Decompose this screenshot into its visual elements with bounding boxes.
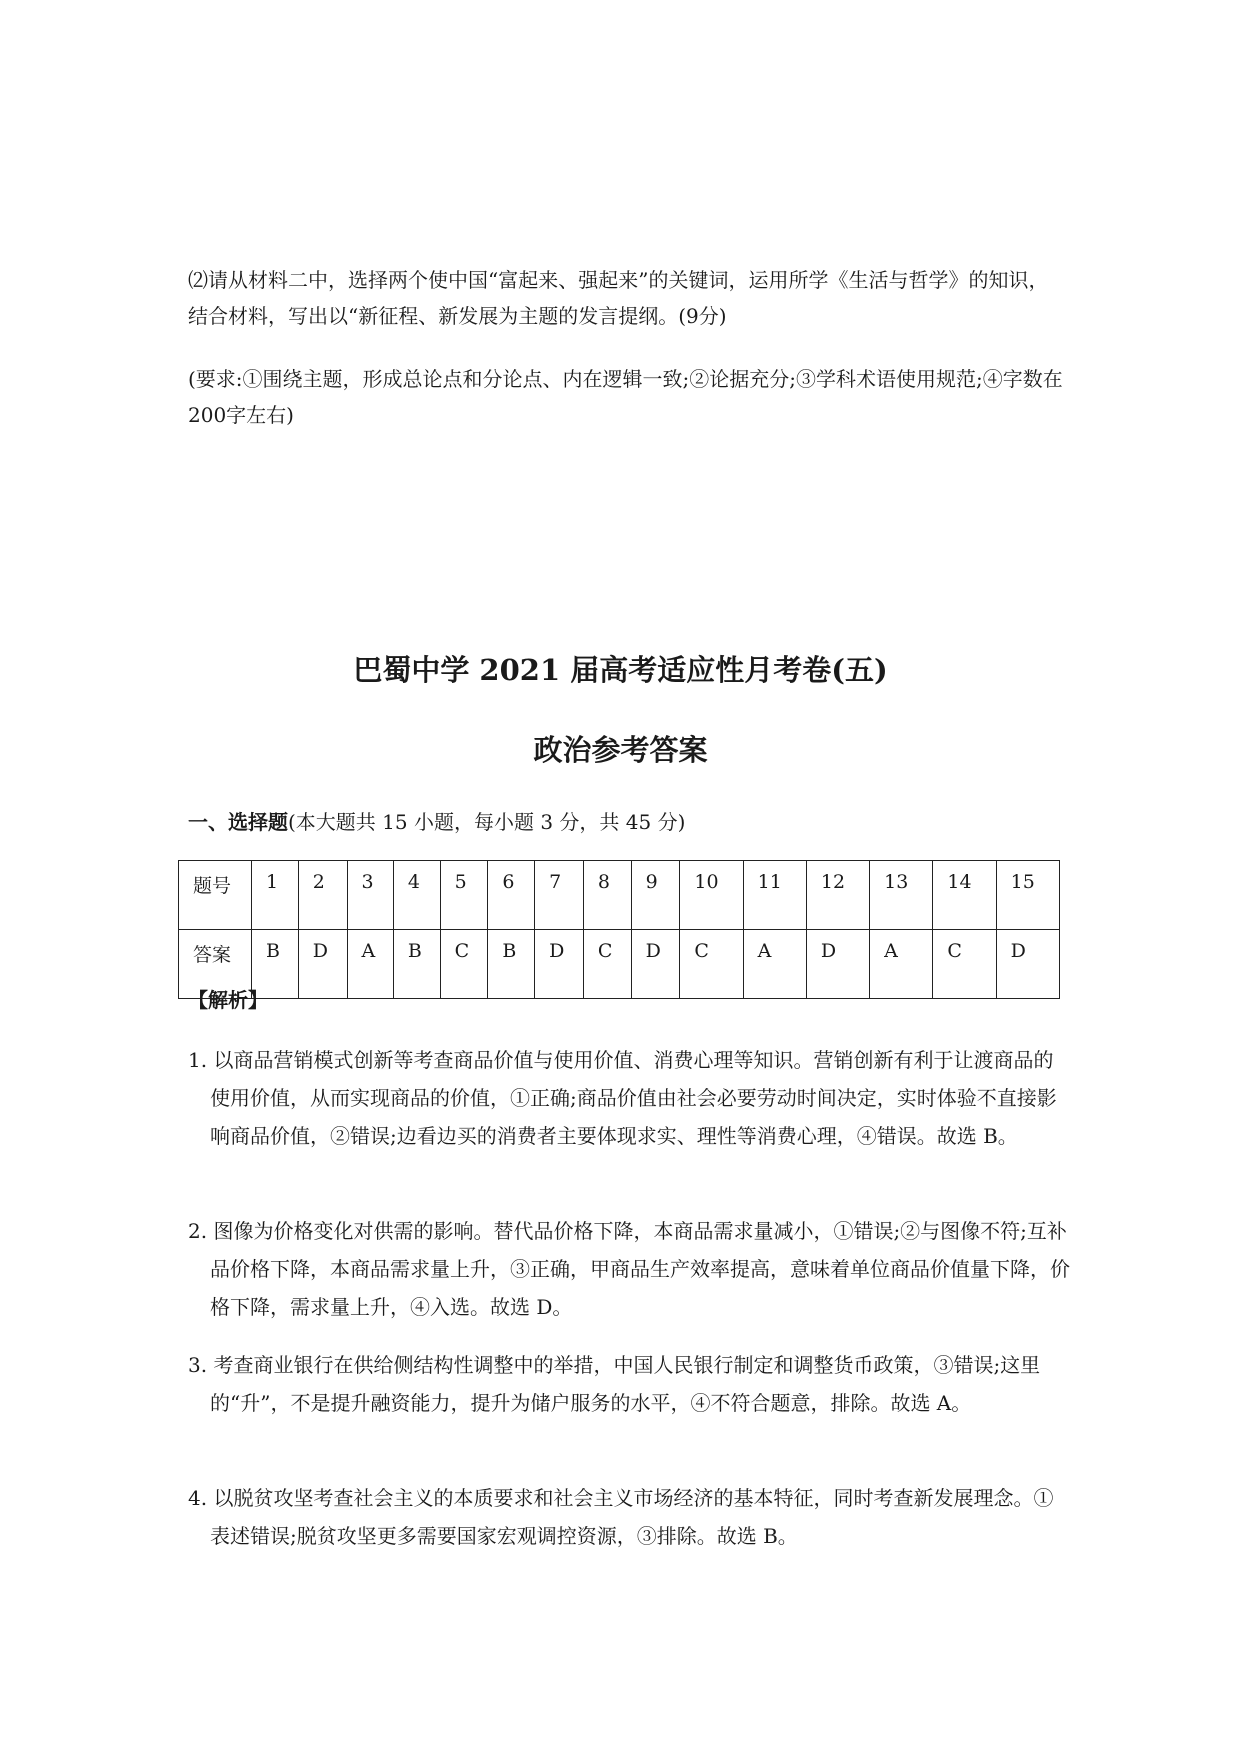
table-cell: 15 bbox=[996, 861, 1059, 930]
analysis-item-4: 4. 以脱贫攻坚考查社会主义的本质要求和社会主义市场经济的基本特征，同时考查新发展理念。①表述错误;脱贫攻坚更多需要国家宏观调控资源，③排除。故选 B。 bbox=[188, 1486, 1054, 1548]
table-row-answers bbox=[179, 930, 1060, 999]
analysis-item-1: 1. 以商品营销模式创新等考查商品价值与使用价值、消费心理等知识。营销创新有利于让渡商品的使用价值，从而实现商品的价值，①正确;商品价值由社会必要劳动时间决定，实时体验不直接影响商品价值，②错误;边看边买的消费者主要体现求实、理性等消费心理，④错误。故选 B。 bbox=[188, 1048, 1057, 1148]
table-cell: A bbox=[743, 930, 806, 999]
table-cell: 8 bbox=[583, 861, 631, 930]
table-cell: C bbox=[583, 930, 631, 999]
table-cell: B bbox=[393, 930, 440, 999]
table-cell: 10 bbox=[680, 861, 743, 930]
document-subtitle: 政治参考答案 bbox=[533, 733, 708, 767]
table-cell: 9 bbox=[631, 861, 680, 930]
table-cell: 6 bbox=[488, 861, 535, 930]
table-row-label: 答案 bbox=[179, 930, 252, 999]
table-cell: B bbox=[252, 930, 299, 999]
analysis-heading: 【解析】 bbox=[188, 988, 268, 1012]
question-2-text: ⑵请从材料二中，选择两个使中国“富起来、强起来”的关键词，运用所学《生活与哲学》的知识，结合材料，写出以“新征程、新发展为主题的发言提纲。(9分) bbox=[188, 268, 1049, 328]
table-cell: 4 bbox=[393, 861, 440, 930]
analysis-item-3: 3. 考查商业银行在供给侧结构性调整中的举措，中国人民银行制定和调整货币政策，③错误;这里的“升”，不是提升融资能力，提升为储户服务的水平，④不符合题意，排除。故选 A。 bbox=[188, 1353, 1041, 1415]
table-cell: A bbox=[347, 930, 393, 999]
table-cell: 14 bbox=[933, 861, 996, 930]
section-heading-bold: 一、选择题 bbox=[188, 810, 288, 834]
table-cell: 7 bbox=[535, 861, 584, 930]
table-cell: 12 bbox=[806, 861, 869, 930]
analysis-item-2: 2. 图像为价格变化对供需的影响。替代品价格下降，本商品需求量减小，①错误;②与图像不符;互补品价格下降，本商品需求量上升，③正确，甲商品生产效率提高，意味着单位商品价值量下降，价格下降，需求量上升，④入选。故选 D。 bbox=[188, 1219, 1070, 1319]
table-cell: B bbox=[488, 930, 535, 999]
table-cell: D bbox=[631, 930, 680, 999]
table-cell: 11 bbox=[743, 861, 806, 930]
table-cell: 2 bbox=[298, 861, 347, 930]
table-cell: C bbox=[440, 930, 488, 999]
table-cell: D bbox=[806, 930, 869, 999]
section-heading-note: (本大题共 15 小题，每小题 3 分，共 45 分) bbox=[288, 810, 686, 834]
table-row-numbers bbox=[179, 861, 1060, 930]
table-cell: D bbox=[996, 930, 1059, 999]
table-cell: C bbox=[933, 930, 996, 999]
table-cell: 13 bbox=[870, 861, 933, 930]
table-cell: 5 bbox=[440, 861, 488, 930]
section-heading bbox=[188, 806, 685, 838]
table-cell: 3 bbox=[347, 861, 393, 930]
table-cell: D bbox=[535, 930, 584, 999]
table-cell: C bbox=[680, 930, 743, 999]
table-cell: 1 bbox=[252, 861, 299, 930]
table-cell: D bbox=[298, 930, 347, 999]
table-row-label: 题号 bbox=[179, 861, 252, 930]
table-cell: A bbox=[870, 930, 933, 999]
question-2-requirement: (要求:①围绕主题，形成总论点和分论点、内在逻辑一致;②论据充分;③学科术语使用规范;④字数在200字左右) bbox=[188, 367, 1063, 427]
document-title: 巴蜀中学 2021 届高考适应性月考卷(五) bbox=[353, 653, 888, 687]
answer-table bbox=[178, 860, 1060, 999]
